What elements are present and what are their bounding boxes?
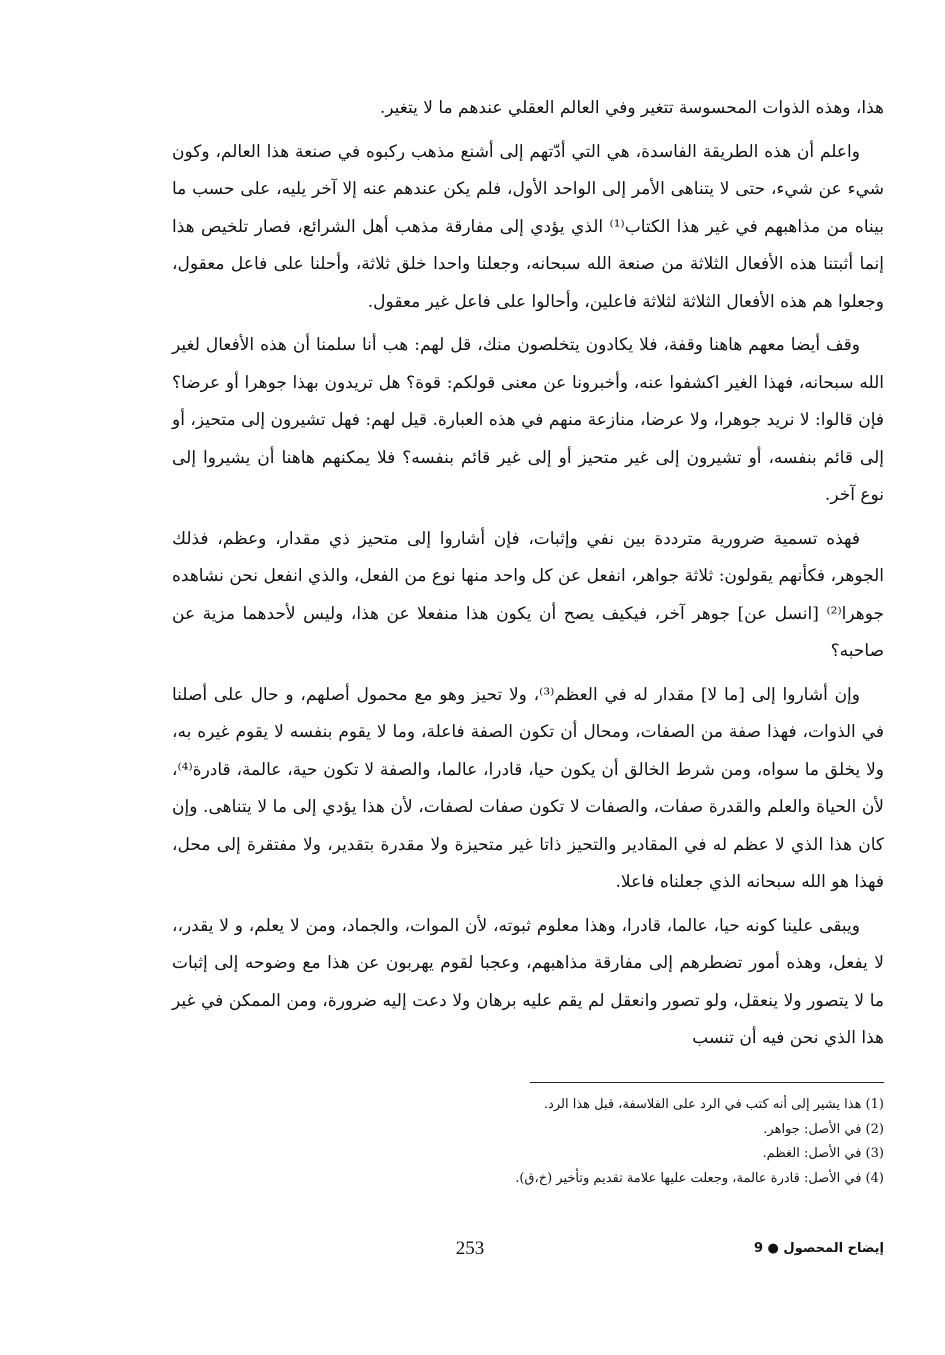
footnote: (2) في الأصل: جواهر. xyxy=(763,1121,884,1137)
paragraph: وإن أشاروا إلى [ما لا] مقدار له في العظم⁽³⁾، ولا تحيز وهو مع محمول أصلهم، و حال على أصلنا في الذوات، فهذا صفة من الصفات، ومحال أن تكون الصفة فاعلة، وما لا يقوم بنفسه لا يقوم غيره به، ولا يخلق ما سواه، ومن شرط الخالق أن يكون حيا، قادرا، عالما، والصفة لا تكون حية، عالمة، قادرة⁽⁴⁾، لأن الحياة والعلم والقدرة صفات، والصفات لا تكون صفات لصفات، لأن هذا يؤدي إلى ما لا يتناهى. وإن كان هذا الذي لا عظم له في المقادير والتحيز ذاتا غير متحيزة ولا مقدرة بتقدير، ولا مفتقرة إلى محل، فهذا هو الله سبحانه الذي جعلناه فاعلا. xyxy=(172,684,884,892)
paragraph: فهذه تسمية ضرورية مترددة بين نفي وإثبات، فإن أشاروا إلى متحيز ذي مقدار، وعظم، فذلك الجوهر، فكأنهم يقولون: ثلاثة جواهر، انفعل عن كل واحد منها نوع من الفعل، والذي انفعل نحن نشاهده جوهرا⁽²⁾ [انسل عن] جوهر آخر، فيكيف يصح أن يكون هذا منفعلا عن هذا، وليس لأحدهما مزية عن صاحبه؟ xyxy=(172,528,884,661)
paragraph: واعلم أن هذه الطريقة الفاسدة، هي التي أدّتهم إلى أشنع مذهب ركبوه في صنعة هذا العالم، وكون شيء عن شيء، حتى لا يتناهى الأمر إلى الواحد الأول، فلم يكن عندهم عنه إلا آخر يليه، على حسب ما بيناه من مذاهبهم في غير هذا الكتاب⁽¹⁾ الذي يؤدي إلى مفارقة مذهب أهل الشرائع، فصار تلخيص هذا إنما أثبتنا هذه الأفعال الثلاثة من صنعة الله سبحانه، وجعلنا واحدا خلق ثلاثة، وأحلنا على فاعل معقول، وجعلوا هم هذه الأفعال الثلاثة لثلاثة فاعلين، وأحالوا على فاعل غير معقول. xyxy=(172,141,884,312)
running-header: إيضاح المحصول ● 9 xyxy=(753,1241,884,1256)
footnote: (1) هذا يشير إلى أنه كتب في الرد على الفلاسفة، قبل هذا الرد. xyxy=(543,1097,884,1112)
footnote: (3) في الأصل: الغظم. xyxy=(762,1146,884,1161)
paragraph: وقف أيضا معهم هاهنا وقفة، فلا يكادون يتخلصون منك، قل لهم: هب أنا سلمنا أن هذه الأفعال لغير الله سبحانه، فهذا الغير اكشفوا عنه، وأخبرونا عن معنى قولكم: قوة؟ هل تريدون بهذا جوهرا أو عرضا؟ فإن قالوا: لا نريد جوهرا، ولا عرضا، منازعة منهم في هذه العبارة. قيل لهم: فهل تشيرون إلى متحيز، أو إلى قائم بنفسه، أو تشيرون إلى غير متحيز أو إلى غير قائم بنفسه؟ فلا يمكنهم هاهنا أن يشيروا إلى نوع آخر. xyxy=(172,335,884,505)
footnotes xyxy=(300,1093,884,1191)
paragraph: هذا، وهذه الذوات المحسوسة تتغير وفي العالم العقلي عندهم ما لا يتغير. xyxy=(379,98,884,118)
footnote: (4) في الأصل: قادرة عالمة، وجعلت عليها علامة تقديم وتأخير (خ،ق). xyxy=(515,1170,884,1186)
page-number: 253 xyxy=(455,1238,485,1259)
main-text xyxy=(172,90,884,1064)
footnote-divider xyxy=(530,1082,884,1083)
paragraph: ويبقى علينا كونه حيا، عالما، قادرا، وهذا معلوم ثبوته، لأن الموات، والجماد، ومن لا يعلم، و لا يقدر،، لا يفعل، وهذه أمور تضطرهم إلى مفارقة مذاهبهم، وعجبا لقوم يهربون عن هذا مع وضوحه إلى إثبات ما لا يتصور ولا ينعقل، ولو تصور وانعقل لم يقم عليه برهان ولا دعت إليه ضرورة، ومن الممكن في غير هذا الذي نحن فيه أن تنسب xyxy=(172,915,884,1048)
